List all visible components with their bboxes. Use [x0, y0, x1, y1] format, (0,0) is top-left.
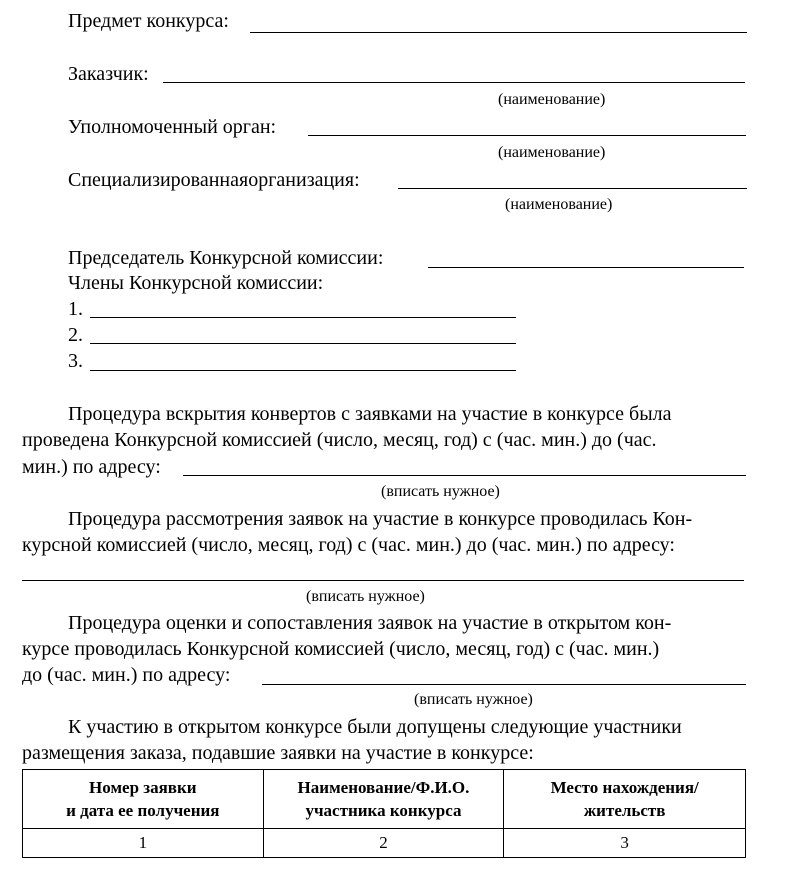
member-field-line[interactable]	[90, 370, 516, 371]
opening-caption: (вписать нужное)	[381, 483, 500, 500]
table-row	[23, 829, 746, 858]
customer-label: Заказчик:	[68, 63, 149, 85]
admitted-paragraph-line: размещения заказа, подавшие заявки на участие в конкурсе:	[22, 742, 534, 764]
table-cell: 1	[23, 829, 264, 858]
chairman-field-line[interactable]	[428, 267, 744, 268]
evaluation-paragraph-line: курсе проводилась Конкурсной комиссией (число, месяц, год) с (час. мин.)	[22, 638, 660, 660]
member-number: 1.	[68, 298, 83, 320]
header-application-number	[23, 770, 264, 829]
admitted-paragraph-line: К участию в открытом конкурсе были допущены следующие участники	[68, 716, 682, 738]
member-field-line[interactable]	[90, 343, 516, 344]
table-cell: 2	[263, 829, 504, 858]
opening-paragraph-line: проведена Конкурсной комиссией (число, месяц, год) с (час. мин.) до (час.	[22, 429, 657, 451]
member-number: 2.	[68, 324, 83, 346]
header-participant-name	[263, 770, 504, 829]
review-paragraph-line: курсной комиссией (число, месяц, год) с (час. мин.) до (час. мин.) по адресу:	[22, 534, 675, 556]
customer-field-line[interactable]	[163, 82, 745, 83]
authorized-body-label: Уполномоченный орган:	[68, 116, 277, 138]
authorized-body-field-line[interactable]	[308, 135, 746, 136]
table-header-row	[23, 770, 746, 829]
participants-table	[22, 769, 746, 858]
members-label: Члены Конкурсной комиссии:	[68, 272, 324, 294]
specialized-org-field-line[interactable]	[398, 188, 747, 189]
authorized-body-caption: (наименование)	[498, 144, 606, 161]
member-field-line[interactable]	[90, 317, 516, 318]
member-number: 3.	[68, 350, 83, 372]
header-line: участника конкурса	[305, 801, 462, 820]
evaluation-paragraph-line: до (час. мин.) по адресу:	[22, 664, 231, 686]
table-cell: 3	[504, 829, 746, 858]
header-location	[504, 770, 746, 829]
opening-address-line[interactable]	[183, 475, 746, 476]
opening-paragraph-line: Процедура вскрытия конвертов с заявками на участие в конкурсе была	[68, 403, 672, 425]
opening-paragraph-line: мин.) по адресу:	[22, 456, 161, 478]
header-line: Наименование/Ф.И.О.	[297, 778, 470, 797]
review-caption: (вписать нужное)	[306, 588, 425, 605]
evaluation-address-line[interactable]	[262, 684, 746, 685]
header-line: и дата ее получения	[66, 801, 220, 820]
review-paragraph-line: Процедура рассмотрения заявок на участие в конкурсе проводилась Кон-	[68, 508, 693, 530]
subject-field-line[interactable]	[250, 32, 747, 33]
customer-caption: (наименование)	[498, 91, 606, 108]
subject-label: Предмет конкурса:	[68, 10, 229, 32]
specialized-org-label: Специализированнаяорганизация:	[68, 169, 360, 191]
evaluation-caption: (вписать нужное)	[414, 691, 533, 708]
review-address-line[interactable]	[22, 580, 744, 581]
specialized-org-caption: (наименование)	[505, 196, 613, 213]
evaluation-paragraph-line: Процедура оценки и сопоставления заявок на участие в открытом кон-	[68, 612, 672, 634]
chairman-label: Председатель Конкурсной комиссии:	[68, 247, 384, 269]
header-line: жительств	[583, 801, 666, 820]
header-line: Номер заявки	[89, 778, 197, 797]
header-line: Место нахождения/	[550, 778, 699, 797]
